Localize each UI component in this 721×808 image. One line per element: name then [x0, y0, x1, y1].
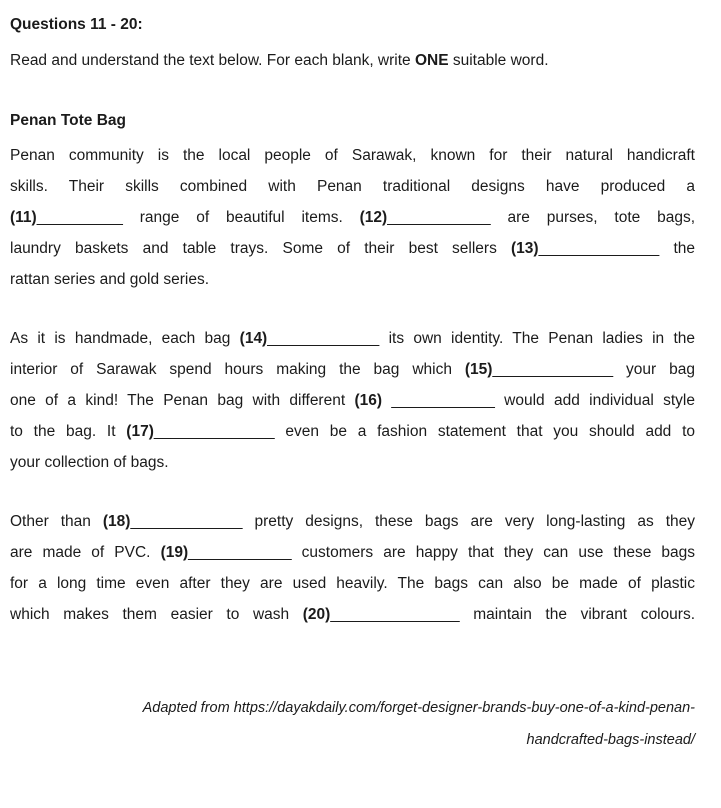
one-word-emphasis: ONE	[414, 52, 449, 69]
passage-line	[10, 264, 695, 295]
passage-line	[10, 416, 695, 447]
attribution	[10, 692, 695, 756]
text-run: your collection of bags.	[10, 454, 169, 471]
q14-blank: _____________	[267, 330, 380, 347]
q14-label: (14)	[239, 330, 268, 347]
passage-line	[10, 323, 695, 354]
q13-label: (13)	[511, 240, 539, 257]
q17-label: (17)	[126, 423, 154, 440]
q16-label: (16)	[354, 392, 383, 409]
passage-line	[10, 354, 695, 385]
passage-line	[10, 233, 695, 264]
text-run: interior of Sarawak spend hours making the bag which	[10, 361, 465, 378]
text-run: would add individual style	[494, 392, 695, 409]
text-run: rattan series and gold series.	[10, 271, 210, 288]
q11-label: (11)	[10, 209, 37, 226]
text-run: suitable word.	[448, 52, 549, 69]
instruction-line	[10, 48, 695, 74]
q16-blank: ____________	[382, 392, 495, 409]
q12-label: (12)	[359, 209, 388, 226]
q19-label: (19)	[160, 544, 189, 561]
q18-blank: _____________	[130, 513, 243, 530]
text-run: are purses, tote bags,	[490, 209, 695, 226]
q12-blank: ____________	[387, 209, 491, 226]
text-run: its own identity. The Penan ladies in the	[379, 330, 695, 347]
q19-blank: ____________	[188, 544, 292, 561]
text-run: pretty designs, these bags are very long-lasting as they	[242, 513, 695, 530]
passage-line	[10, 385, 695, 416]
q11-blank: __________	[36, 209, 123, 226]
text-run: range of beautiful items.	[122, 209, 360, 226]
passage-line	[10, 568, 695, 599]
text-run: skills. Their skills combined with Penan traditional designs have produced a	[10, 178, 695, 195]
passage-line	[10, 202, 695, 233]
text-run: to the bag. It	[10, 423, 127, 440]
paragraph-1	[10, 140, 695, 295]
text-run: even be a fashion statement that you should add to	[274, 423, 695, 440]
passage-title: Penan Tote Bag	[10, 112, 126, 129]
passage-line	[10, 537, 695, 568]
text-run: which makes them easier to wash	[10, 606, 303, 623]
text-run: maintain the vibrant colours.	[459, 606, 695, 623]
text-run: customers are happy that they can use these bags	[291, 544, 695, 561]
paragraph-2	[10, 323, 695, 478]
q20-blank: _______________	[330, 606, 460, 623]
text-run: for a long time even after they are used heavily. The bags can also be made of plastic	[10, 575, 695, 592]
passage-line	[10, 447, 695, 478]
q15-label: (15)	[464, 361, 493, 378]
q15-blank: ______________	[492, 361, 614, 378]
passage-line	[10, 599, 695, 630]
passage-line	[10, 140, 695, 171]
passage	[10, 140, 695, 630]
q18-label: (18)	[102, 513, 131, 530]
passage-line	[10, 506, 695, 537]
attribution-line-2: handcrafted-bags-instead/	[526, 732, 695, 748]
text-run: laundry baskets and table trays. Some of their best sellers	[10, 240, 512, 257]
attribution-line-1: Adapted from https://dayakdaily.com/forget-designer-brands-buy-one-of-a-kind-penan-	[142, 700, 695, 716]
text-run: As it is handmade, each bag	[10, 330, 240, 347]
text-run: are made of PVC.	[10, 544, 161, 561]
passage-line	[10, 171, 695, 202]
q13-blank: ______________	[538, 240, 660, 257]
text-run: one of a kind! The Penan bag with different	[10, 392, 355, 409]
q20-label: (20)	[302, 606, 331, 623]
text-run: the	[659, 240, 696, 257]
paragraph-3	[10, 506, 695, 630]
text-run: Other than	[10, 513, 103, 530]
q17-blank: ______________	[153, 423, 275, 440]
text-run: Penan community is the local people of Sarawak, known for their natural handicraft	[10, 147, 695, 164]
questions-range-heading: Questions 11 - 20:	[10, 16, 143, 33]
text-run: your bag	[613, 361, 695, 378]
text-run: Read and understand the text below. For each blank, write	[10, 52, 415, 69]
